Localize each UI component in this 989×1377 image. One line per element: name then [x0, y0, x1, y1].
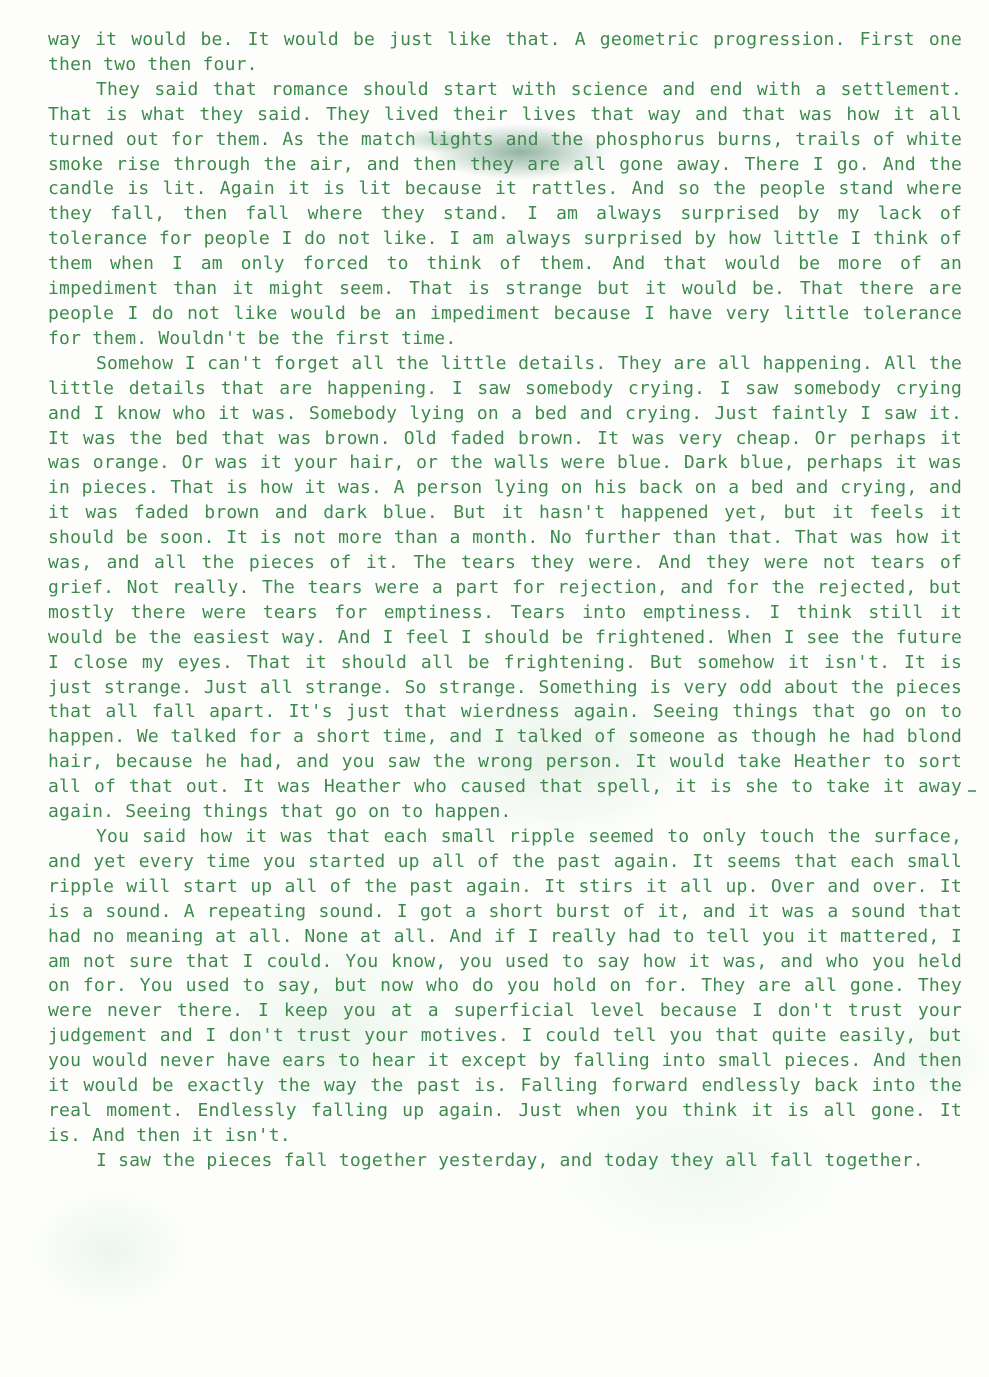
paragraph-romance: They said that romance should start with science and end with a settlement. That is what they said. They lived their lives that way and that was how it all turned out for them. As the match lights and the phosphorus burns, trails of white smoke rise through the air, and then they are all gone away. There I go. And the candle is lit. Again it is lit because it rattles. And so the people stand where they fall, then fall where they stand. I am always surprised by my lack of tolerance for people I do not like. I am always surprised by how little I think of them when I am only forced to think of them. And that would be more of an impediment than it might seem. That is strange but it would be. That there are people I do not like would be an impediment because I have very little tolerance for them. Wouldn't be the first time. — [48, 78, 962, 349]
document-body — [48, 28, 962, 1174]
paragraph-continuation: way it would be. It would be just like that. A geometric progression. First one then two then four. — [48, 29, 962, 75]
margin-mark — [968, 790, 976, 792]
paragraph-pieces-fall: I saw the pieces fall together yesterday, and today they all fall together. — [96, 1149, 924, 1171]
paragraph-small-ripple: You said how it was that each small ripple seemed to only touch the surface, and yet every time you started up all of the past again. It seems that each small ripple will start up all of the past again. It stirs it all up. Over and over. It is a sound. A repeating sound. I got a short burst of it, and it was a sound that had no meaning at all. None at all. And if I really had to tell you it mattered, I am not sure that I could. You know, you used to say how it was, and who you held on for. You used to say, but now who do you hold on for. They are all gone. They were never there. I keep you at a superficial level because I don't trust your judgement and I don't trust your motives. I could tell you that quite easily, but you would never have ears to hear it except by falling into small pieces. And then it would be exactly the way the past is. Falling forward endlessly back into the real moment. Endlessly falling up again. Just when you think it is all gone. It is. And then it isn't. — [48, 826, 962, 1146]
paragraph-little-details: Somehow I can't forget all the little details. They are all happening. All the little details that are happening. I saw somebody crying. I saw somebody crying and I know who it was. Somebody lying on a bed and crying. Just faintly I saw it. It was the bed that was brown. Old faded brown. It was very cheap. Or perhaps it was orange. Or was it your hair, or the walls were blue. Dark blue, perhaps it was in pieces. That is how it was. A person lying on his back on a bed and crying, and it was faded brown and dark blue. But it hasn't happened yet, but it feels it should be soon. It is not more than a month. No further than that. That was how it was, and all the pieces of it. The tears they were. And they were not tears of grief. Not really. The tears were a part for rejection, and for the rejected, but mostly there were tears for emptiness. Tears into emptiness. I think still it would be the easiest way. And I feel I should be frightened. When I see the future I close my eyes. That it should all be frightening. But somehow it isn't. It is just strange. Just all strange. So strange. Something is very odd about the pieces that all fall apart. It's just that wierdness again. Seeing things that go on to happen. We talked for a short time, and I talked of someone as though he had blond hair, because he had, and you saw the wrong person. It would take Heather to sort all of that out. It was Heather who caused that spell, it is she to take it away again. Seeing things that go on to happen. — [48, 352, 962, 823]
